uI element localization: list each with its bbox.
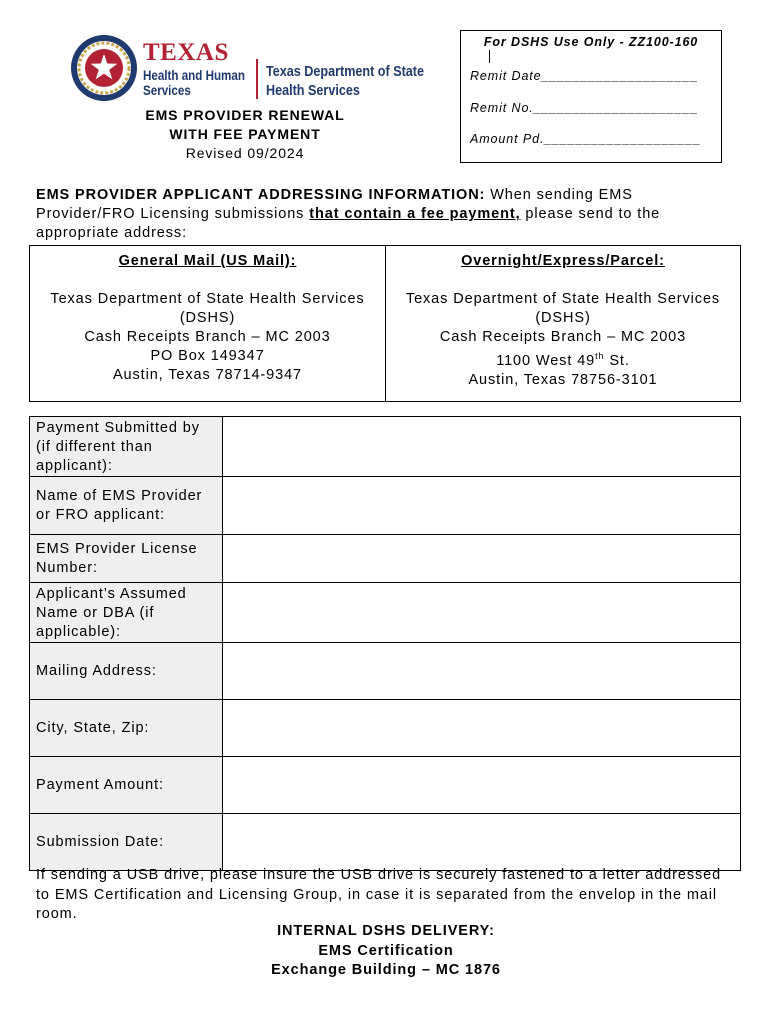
form-title-line2: WITH FEE PAYMENT [169, 126, 321, 142]
field-label: Applicant’s Assumed Name or DBA (if applicable): [30, 583, 223, 643]
form-row [30, 477, 741, 535]
submission-date-input[interactable] [223, 814, 741, 871]
logo-hhs-text: Health and Human Services [143, 68, 245, 98]
form-title-line1: EMS PROVIDER RENEWAL [145, 107, 345, 123]
form-row [30, 814, 741, 871]
internal-delivery-group: EMS Certification [318, 942, 454, 959]
logo-divider [256, 59, 258, 99]
field-label: Payment Amount: [30, 757, 223, 814]
payment-amount-input[interactable] [223, 757, 741, 814]
agency-logo [70, 34, 430, 104]
internal-delivery-heading: INTERNAL DSHS DELIVERY: [277, 923, 495, 939]
amount-paid-field[interactable]: Amount Pd.____________________ [470, 132, 702, 146]
address-line: (DSHS) [535, 310, 591, 326]
texas-seal-icon [70, 34, 138, 102]
provider-name-input[interactable] [223, 477, 741, 535]
field-label: City, State, Zip: [30, 700, 223, 757]
form-row [30, 700, 741, 757]
form-row [30, 583, 741, 643]
addressing-text-2: please send to the appropriate address: [36, 206, 661, 241]
internal-delivery-block [36, 922, 736, 981]
office-use-box [460, 30, 722, 163]
address-line: Austin, Texas 78714-9347 [112, 367, 302, 383]
field-label: Mailing Address: [30, 643, 223, 700]
address-line: 1100 West 49th St. [496, 351, 630, 369]
usb-drive-note: If sending a USB drive, please insure the USB drive is securely fastened to a letter addressed to EMS Certification and Licensing Group, in case it is separated from the envelop in the mail room. [36, 867, 722, 922]
revision-date: Revised 09/2024 [185, 145, 305, 161]
general-mail-heading: General Mail (US Mail): [118, 253, 297, 269]
addressing-text-1: When sending EMS Provider/FRO Licensing submissions [36, 187, 633, 222]
mailing-address-table [29, 245, 741, 402]
box-tick-mark [489, 50, 490, 63]
field-label: Name of EMS Provider or FRO applicant: [30, 477, 223, 535]
address-line: Cash Receipts Branch – MC 2003 [84, 329, 331, 345]
address-line: PO Box 149347 [150, 348, 265, 364]
field-label: EMS Provider License Number: [30, 535, 223, 583]
payment-submitted-by-input[interactable] [223, 417, 741, 477]
addressing-emphasis: that contain a fee payment, [309, 206, 521, 222]
overnight-mail-heading: Overnight/Express/Parcel: [461, 253, 665, 269]
address-line: Austin, Texas 78756-3101 [468, 371, 658, 388]
remit-date-field[interactable]: Remit Date____________________ [470, 69, 699, 83]
logo-dshs-text: Texas Department of State Health Services [266, 63, 425, 99]
assumed-name-input[interactable] [223, 583, 741, 643]
form-row [30, 535, 741, 583]
form-row [30, 643, 741, 700]
addressing-heading: EMS PROVIDER APPLICANT ADDRESSING INFORMATION: [36, 187, 486, 203]
overnight-mail-column [385, 246, 740, 401]
logo-texas-text: TEXAS [143, 39, 229, 66]
addressing-instructions [36, 186, 736, 243]
address-line: Texas Department of State Health Services [50, 291, 365, 307]
license-number-input[interactable] [223, 535, 741, 583]
form-row [30, 417, 741, 477]
address-line: Cash Receipts Branch – MC 2003 [439, 329, 687, 345]
city-state-zip-input[interactable] [223, 700, 741, 757]
field-label: Submission Date: [30, 814, 223, 871]
remit-number-field[interactable]: Remit No._____________________ [470, 101, 699, 115]
field-label: Payment Submitted by (if different than applicant): [30, 417, 223, 477]
internal-delivery-building: Exchange Building – MC 1876 [271, 962, 501, 978]
form-title [120, 106, 370, 163]
office-use-header: For DSHS Use Only - ZZ100-160 [483, 35, 699, 49]
address-line: (DSHS) [179, 310, 236, 326]
mailing-address-input[interactable] [223, 643, 741, 700]
address-line: Texas Department of State Health Services [405, 291, 721, 307]
form-row [30, 757, 741, 814]
payment-info-form [29, 416, 741, 871]
general-mail-column [30, 246, 385, 401]
